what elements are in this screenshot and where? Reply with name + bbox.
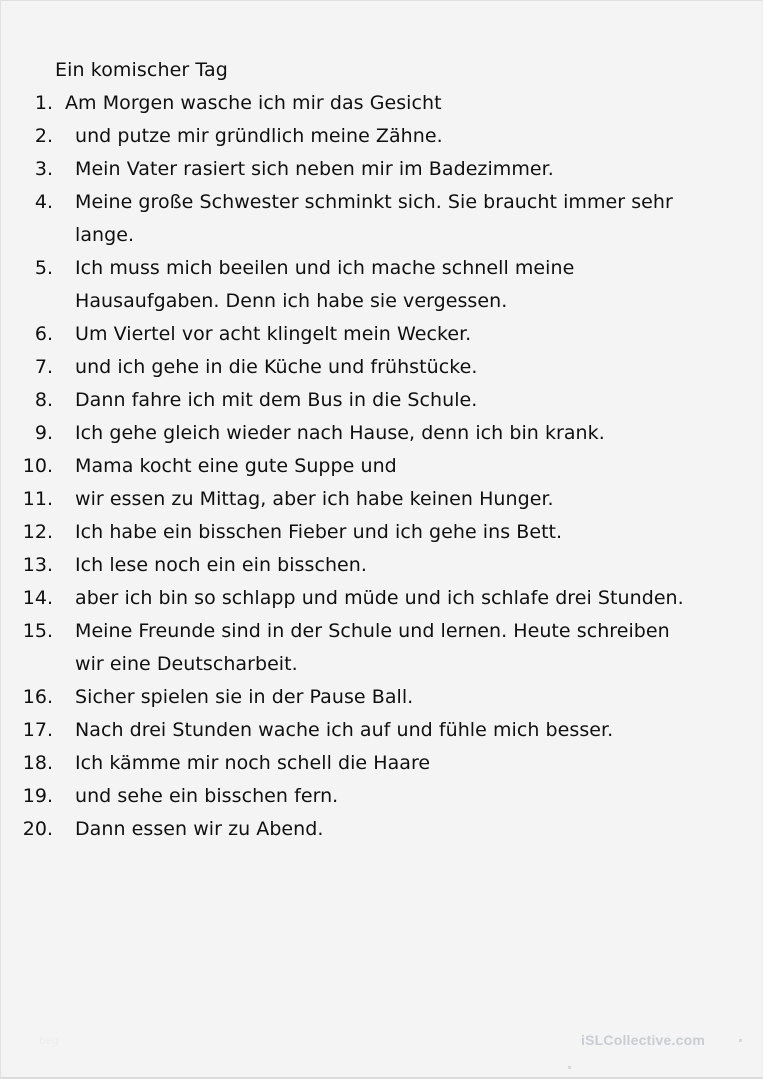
list-item-row [1,186,763,252]
list-item [1,615,763,681]
list-item-number: 2. [34,125,53,147]
list-item-text-line: Meine große Schwester schminkt sich. Sie braucht immer sehr [75,191,673,213]
list-item-text-line: und ich gehe in die Küche und frühstücke. [75,356,478,378]
list-item-text-continuation: Hausaufgaben. Denn ich habe sie vergessen. [75,290,508,312]
list-item-text [53,153,763,186]
list-item-text-line: Nach drei Stunden wache ich auf und fühle mich besser. [75,719,614,741]
footer-mark-dot-right [739,1039,742,1042]
list-item-text [53,186,763,252]
list-item-text [53,351,763,384]
list-item-row [1,384,763,417]
list-item-row [1,252,763,318]
list-item-text-line: Mama kocht eine gute Suppe und [75,455,397,477]
list-item-text [53,417,763,450]
list-item-text-line: und sehe ein bisschen fern. [75,785,339,807]
list-item-text-line: Am Morgen wasche ich mir das Gesicht [65,92,442,114]
list-item-row [1,747,763,780]
list-item-text-line: aber ich bin so schlapp und müde und ich schlafe drei Stunden. [75,587,684,609]
list-item-number: 15. [22,620,53,642]
list-item-row [1,417,763,450]
list-item [1,87,763,120]
list-item-number: 14. [22,587,53,609]
list-item-text [53,714,763,747]
numbered-sentence-list [1,87,763,846]
list-item-text [53,516,763,549]
list-item-text-continuation: lange. [75,224,135,246]
list-item-text-line: Ich kämme mir noch schell die Haare [75,752,431,774]
list-item-row [1,714,763,747]
list-item-row [1,582,763,615]
list-item-text [53,681,763,714]
islcollective-watermark: iSLCollective.com [581,1032,705,1048]
list-item-number: 7. [34,356,53,378]
list-item-text-line: Mein Vater rasiert sich neben mir im Badezimmer. [75,158,554,180]
list-item-row [1,549,763,582]
list-item-row [1,483,763,516]
list-item-number: 9. [34,422,53,444]
footer-mark-dot-bottom [568,1066,571,1069]
list-item-number: 10. [22,455,53,477]
list-item-number: 13. [22,554,53,576]
list-item-row [1,813,763,846]
list-item [1,483,763,516]
list-item-number: 5. [34,257,53,279]
list-item-text [53,813,763,846]
list-item-text-line: Ich lese noch ein ein bisschen. [75,554,367,576]
list-item-text [53,780,763,813]
list-item-row [1,681,763,714]
list-item [1,582,763,615]
list-item-text-line: wir essen zu Mittag, aber ich habe keinen Hunger. [75,488,554,510]
list-item [1,813,763,846]
list-item [1,120,763,153]
list-item-row [1,87,763,120]
list-item-row [1,780,763,813]
page-footer [1,1017,763,1077]
list-item [1,351,763,384]
list-item [1,252,763,318]
list-item-text-line: Ich muss mich beeilen und ich mache schnell meine [75,257,575,279]
list-item-row [1,450,763,483]
list-item-number: 3. [34,158,53,180]
footer-left-note: beg [39,1035,59,1047]
list-item-text-line: Ich gehe gleich wieder nach Hause, denn ich bin krank. [75,422,605,444]
list-item [1,714,763,747]
list-item-row [1,615,763,681]
list-item-text [53,483,763,516]
list-item-number: 1. [34,92,53,114]
list-item-text [53,582,763,615]
list-item-text [53,87,763,120]
list-item-text-line: und putze mir gründlich meine Zähne. [75,125,443,147]
list-item-text [53,747,763,780]
list-item-text-continuation: wir eine Deutscharbeit. [75,653,298,675]
list-item-text-line: Meine Freunde sind in der Schule und lernen. Heute schreiben [75,620,670,642]
list-item-number: 12. [22,521,53,543]
list-item-text-line: Sicher spielen sie in der Pause Ball. [75,686,414,708]
list-item [1,549,763,582]
list-item-text-line: Dann essen wir zu Abend. [75,818,324,840]
list-item-text [53,549,763,582]
list-item [1,318,763,351]
list-item-text [53,450,763,483]
list-item-text-line: Dann fahre ich mit dem Bus in die Schule. [75,389,478,411]
list-item-number: 16. [22,686,53,708]
list-item [1,417,763,450]
list-item-text [53,252,763,318]
list-item-row [1,516,763,549]
list-item-number: 8. [34,389,53,411]
list-item-row [1,120,763,153]
list-item-text [53,384,763,417]
list-item-row [1,351,763,384]
list-item [1,153,763,186]
list-item-number: 6. [34,323,53,345]
list-item-number: 4. [34,191,53,213]
list-item-number: 11. [22,488,53,510]
list-item-text-line: Um Viertel vor acht klingelt mein Wecker. [75,323,472,345]
list-item-text-line: Ich habe ein bisschen Fieber und ich gehe ins Bett. [75,521,563,543]
list-item [1,747,763,780]
page-title: Ein komischer Tag [55,59,228,81]
list-item-number: 19. [22,785,53,807]
list-item-text [53,615,763,681]
list-item [1,186,763,252]
list-item-number: 20. [22,818,53,840]
list-item [1,780,763,813]
list-item-number: 17. [22,719,53,741]
list-item [1,516,763,549]
list-item-text [53,120,763,153]
list-item-text [53,318,763,351]
list-item-row [1,318,763,351]
list-item-row [1,153,763,186]
list-item [1,450,763,483]
list-item [1,384,763,417]
list-item [1,681,763,714]
list-item-number: 18. [22,752,53,774]
